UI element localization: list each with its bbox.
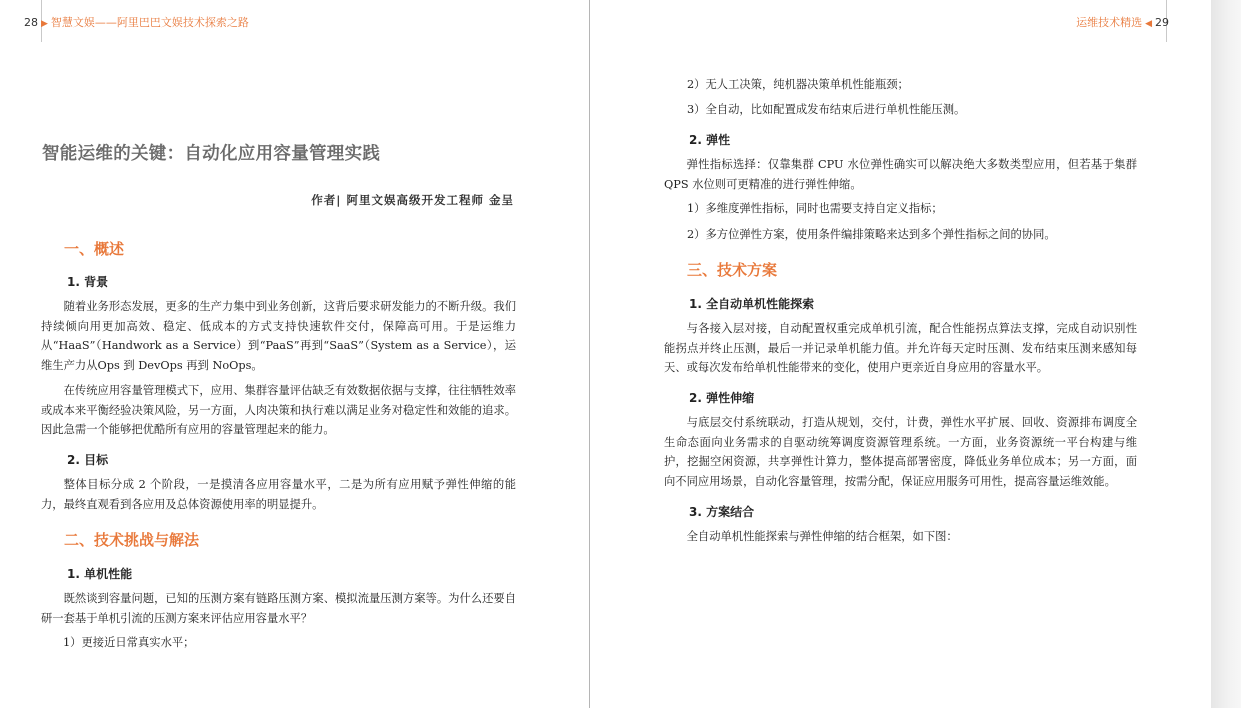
page-number: 29: [1155, 16, 1169, 29]
paragraph-goal: 整体目标分成 2 个阶段，一是摸清各应用容量水平，二是为所有应用赋予弹性伸缩的能力，最终直观看到各应用及总体资源使用率的明显提升。: [41, 478, 516, 511]
paragraph-single-performance: 既然谈到容量问题，已知的压测方案有链路压测方案、模拟流量压测方案等。为什么还要自研一套基于单机引流的压测方案来评估应用容量水平？: [41, 592, 516, 625]
subheading-single-performance: 1. 单机性能: [67, 567, 133, 581]
paragraph-elastic-scaling: 与底层交付系统联动，打造从规划，交付，计费，弹性水平扩展、回收、资源排布调度全生命态面向业务需求的自驱动统筹调度资源管理系统。一方面，业务资源统一平台构建与维护，挖掘空闲资源，共享弹性计算力，整体提高部署密度，降低业务单位成本；另一方面，面向不同应用场景，自动化容量管理，按需分配，保证应用服务可用性，提高容量运维效能。: [664, 416, 1137, 489]
subheading-background: 1. 背景: [67, 275, 109, 289]
right-page: [591, 0, 1211, 708]
chapter-title: 运维技术精选: [1076, 16, 1143, 29]
paragraph-auto-performance: 与各接入层对接，自动配置权重完成单机引流，配合性能拐点算法支撑，完成自动识别性能拐点并终止压测，最后一并记录单机能力值。并允许每天定时压测、发布结束压测来感知每天、或每次发布给单机性能带来的变化，使用户更亲近自身应用的容量水平。: [664, 322, 1137, 375]
list-item: 3）全自动，比如配置成发布结束后进行单机性能压测。: [687, 103, 966, 116]
section-heading-challenges: 二、技术挑战与解法: [64, 531, 200, 549]
paragraph-traditional: 在传统应用容量管理模式下，应用、集群容量评估缺乏有效数据依据与支撑，往往牺牲效率或成本来平衡经验决策风险，另一方面，人肉决策和执行难以满足业务对稳定性和效能的追求。因此急需一个能够把优酷所有应用的容量管理起来的能力。: [41, 384, 516, 437]
paragraph-elastic-metrics: 弹性指标选择：仅靠集群 CPU 水位弹性确实可以解决绝大多数类型应用，但若基于集群 QPS 水位则可更精准的进行弹性伸缩。: [664, 158, 1137, 191]
list-item: 2）多方位弹性方案，使用条件编排策略来达到多个弹性指标之间的协同。: [687, 228, 1056, 241]
subheading-elastic: 2. 弹性: [689, 133, 731, 147]
subheading-elastic-scaling: 2. 弹性伸缩: [689, 391, 755, 405]
book-title: 智慧文娱——阿里巴巴文娱技术探索之路: [50, 16, 249, 29]
section-heading-overview: 一、概述: [64, 240, 125, 258]
page-number: 28: [24, 16, 38, 29]
triangle-right-icon: ▶: [41, 19, 48, 29]
section-heading-solution: 三、技术方案: [687, 261, 778, 279]
running-header: [1076, 14, 1169, 30]
page-edge-shadow: [1211, 0, 1241, 708]
subheading-auto-performance: 1. 全自动单机性能探索: [689, 297, 815, 311]
triangle-left-icon: ◀: [1145, 19, 1152, 29]
author-line: 作者| 阿里文娱高级开发工程师 金呈: [311, 193, 514, 207]
list-item: 1）更接近日常真实水平；: [63, 636, 195, 649]
left-page: [0, 0, 590, 708]
list-item: 1）多维度弹性指标，同时也需要支持自定义指标；: [687, 202, 943, 215]
list-item: 2）无人工决策，纯机器决策单机性能瓶颈；: [687, 78, 909, 91]
subheading-combination: 3. 方案结合: [689, 505, 755, 519]
running-header: [24, 14, 249, 30]
subheading-goal: 2. 目标: [67, 453, 109, 467]
article-title: 智能运维的关键：自动化应用容量管理实践: [42, 144, 381, 164]
book-spine: [589, 0, 590, 708]
paragraph-combination: 全自动单机性能探索与弹性伸缩的结合框架，如下图：: [686, 530, 958, 543]
paragraph-background: 随着业务形态发展，更多的生产力集中到业务创新，这背后要求研发能力的不断升级。我们持续倾向用更加高效、稳定、低成本的方式支持快速软件交付，保障高可用。于是运维力从“HaaS”（Handwork as a Service）到“PaaS”再到“SaaS”（System as a Service），运维生产力从Ops 到 DevOps 再到 NoOps。: [41, 300, 516, 373]
